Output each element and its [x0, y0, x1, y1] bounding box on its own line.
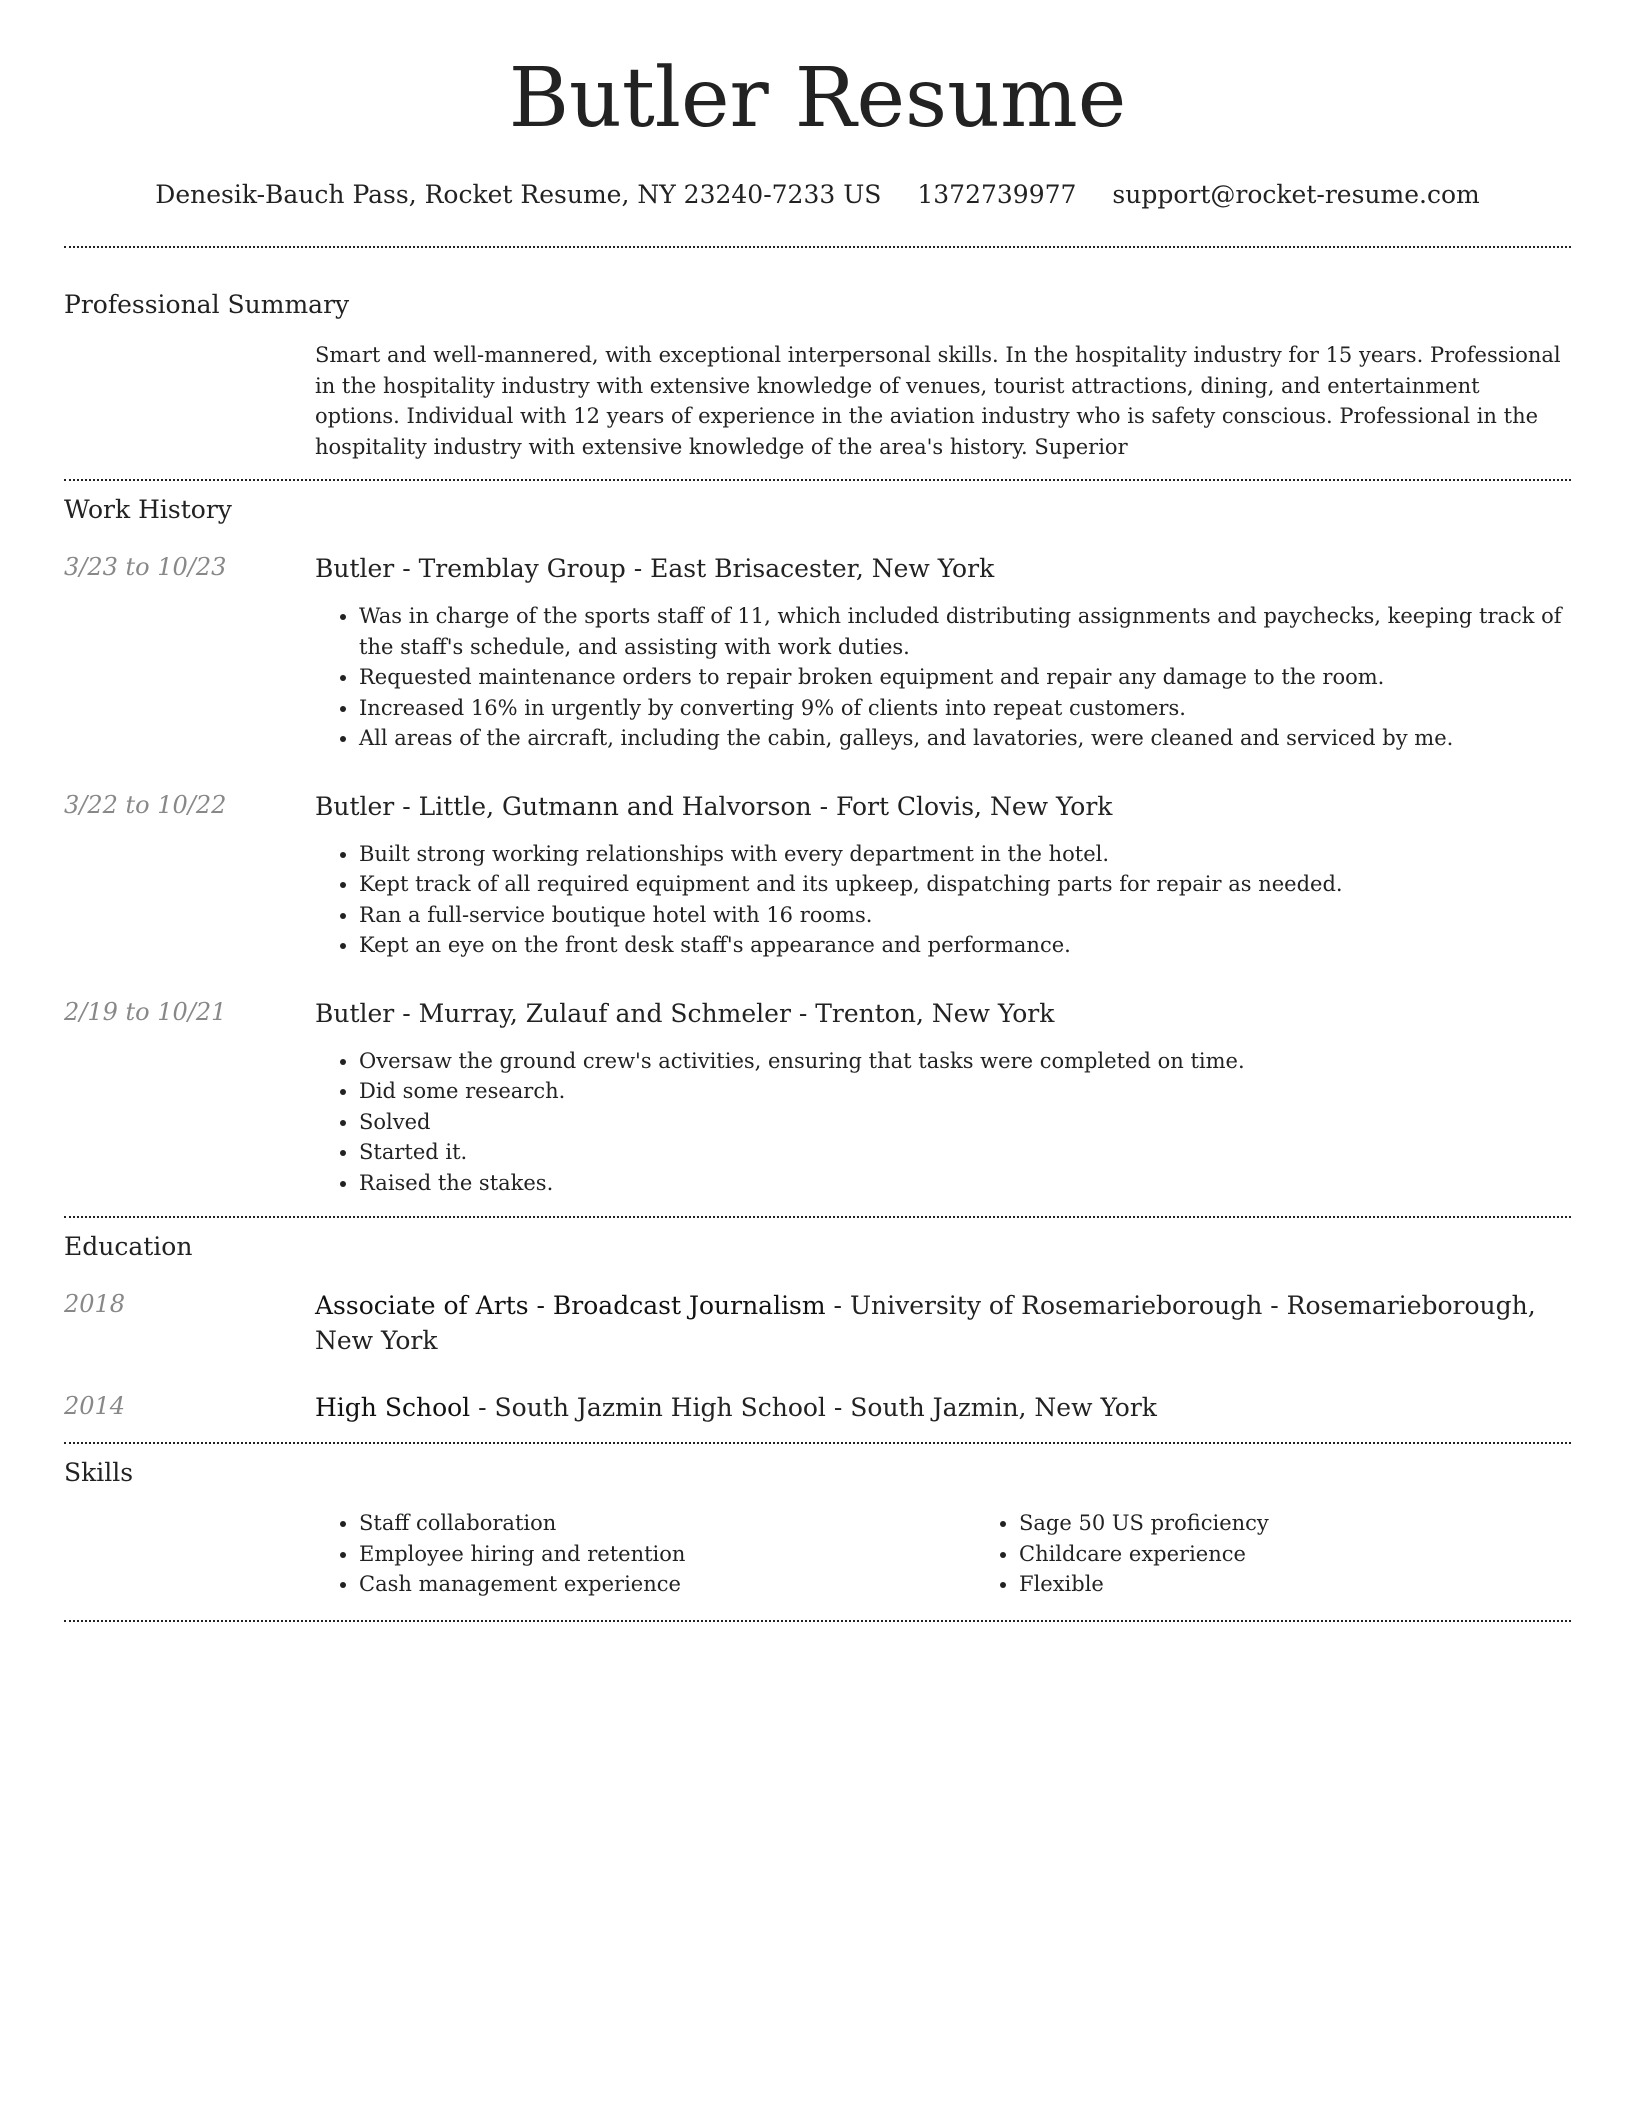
- list-item: • Employee hiring and retention: [359, 1539, 975, 1570]
- job-bullets: [315, 839, 1571, 961]
- job-dates: 3/23 to 10/23: [64, 553, 227, 581]
- job-entry: [64, 789, 1571, 961]
- education-school: - South Jazmin High School - South Jazmin, New York: [470, 1393, 1157, 1422]
- education-year: 2014: [64, 1392, 126, 1420]
- job-title: Butler - Murray, Zulauf and Schmeler - Trenton, New York: [315, 998, 1055, 1028]
- summary-spacer: [64, 340, 315, 462]
- skills-heading: Skills: [64, 1458, 134, 1487]
- job-title: Butler - Little, Gutmann and Halvorson - Fort Clovis, New York: [315, 791, 1113, 821]
- list-item: • Solved: [359, 1107, 1571, 1138]
- list-item: • Cash management experience: [359, 1569, 975, 1600]
- education-entry: [64, 1288, 1571, 1358]
- list-item: • Childcare experience: [1019, 1539, 1632, 1570]
- education-degree: Associate of Arts - Broadcast Journalism: [315, 1291, 826, 1320]
- education-details: [315, 1390, 1571, 1425]
- job-bullets: [315, 601, 1571, 754]
- list-item: • Raised the stakes.: [359, 1168, 1571, 1199]
- contact-address: Denesik-Bauch Pass, Rocket Resume, NY 23240-7233 US: [155, 180, 882, 209]
- list-item: • Did some research.: [359, 1076, 1571, 1107]
- skills-list-right: [975, 1508, 1632, 1600]
- summary-row: [64, 340, 1571, 462]
- list-item: • Ran a full-service boutique hotel with 16 rooms.: [359, 900, 1571, 931]
- education-year: 2018: [64, 1290, 126, 1318]
- list-item: • Kept track of all required equipment and its upkeep, dispatching parts for repair as needed.: [359, 869, 1571, 900]
- list-item: • Built strong working relationships with every department in the hotel.: [359, 839, 1571, 870]
- summary-text: Smart and well-mannered, with exceptional interpersonal skills. In the hospitality industry for 15 years. Professional in the hospitality industry with extensive knowledge of venues, tourist attractions, dining, and entertainment options. Individual with 12 years of experience in the aviation industry who is safety conscious. Professional in the hospitality industry with extensive knowledge of the area's history. Superior: [315, 343, 1561, 459]
- skills-columns: [315, 1508, 1571, 1600]
- summary-heading: Professional Summary: [64, 290, 350, 319]
- resume-page: [64, 0, 1571, 1622]
- divider: [64, 1442, 1571, 1444]
- contact-line: [64, 180, 1571, 210]
- divider: [64, 246, 1571, 248]
- list-item: • All areas of the aircraft, including the cabin, galleys, and lavatories, were cleaned and serviced by me.: [359, 723, 1571, 754]
- list-item: • Sage 50 US proficiency: [1019, 1508, 1632, 1539]
- list-item: • Flexible: [1019, 1569, 1632, 1600]
- skills-list-left: [315, 1508, 975, 1600]
- list-item: • Was in charge of the sports staff of 11, which included distributing assignments and paychecks, keeping track of the staff's schedule, and assisting with work duties.: [359, 601, 1571, 662]
- list-item: • Increased 16% in urgently by converting 9% of clients into repeat customers.: [359, 693, 1571, 724]
- list-item: • Staff collaboration: [359, 1508, 975, 1539]
- divider: [64, 1216, 1571, 1218]
- education-degree: High School: [315, 1393, 471, 1422]
- list-item: • Kept an eye on the front desk staff's appearance and performance.: [359, 930, 1571, 961]
- contact-email: support@rocket-resume.com: [1112, 180, 1480, 209]
- job-details: [315, 789, 1571, 961]
- job-bullets: [315, 1046, 1571, 1199]
- education-entry: [64, 1390, 1571, 1425]
- job-details: [315, 996, 1571, 1199]
- education-school: - University of Rosemarieborough - Rosemarieborough, New York: [315, 1291, 1536, 1355]
- job-title: Butler - Tremblay Group - East Brisacester, New York: [315, 554, 995, 583]
- list-item: • Started it.: [359, 1137, 1571, 1168]
- divider: [64, 479, 1571, 481]
- resume-title: Butler Resume: [508, 51, 1127, 146]
- job-entry: [64, 996, 1571, 1199]
- contact-phone: 1372739977: [917, 180, 1077, 209]
- work-history-heading: Work History: [64, 495, 232, 524]
- job-dates: 3/22 to 10/22: [64, 790, 227, 819]
- list-item: • Requested maintenance orders to repair broken equipment and repair any damage to the room.: [359, 662, 1571, 693]
- education-heading: Education: [64, 1232, 193, 1261]
- divider: [64, 1620, 1571, 1622]
- job-dates: 2/19 to 10/21: [64, 997, 227, 1026]
- job-details: [315, 551, 1571, 754]
- skills-row: [64, 1508, 1571, 1600]
- list-item: • Oversaw the ground crew's activities, ensuring that tasks were completed on time.: [359, 1046, 1571, 1077]
- education-details: [315, 1288, 1571, 1358]
- job-entry: [64, 551, 1571, 754]
- skills-spacer: [64, 1508, 315, 1600]
